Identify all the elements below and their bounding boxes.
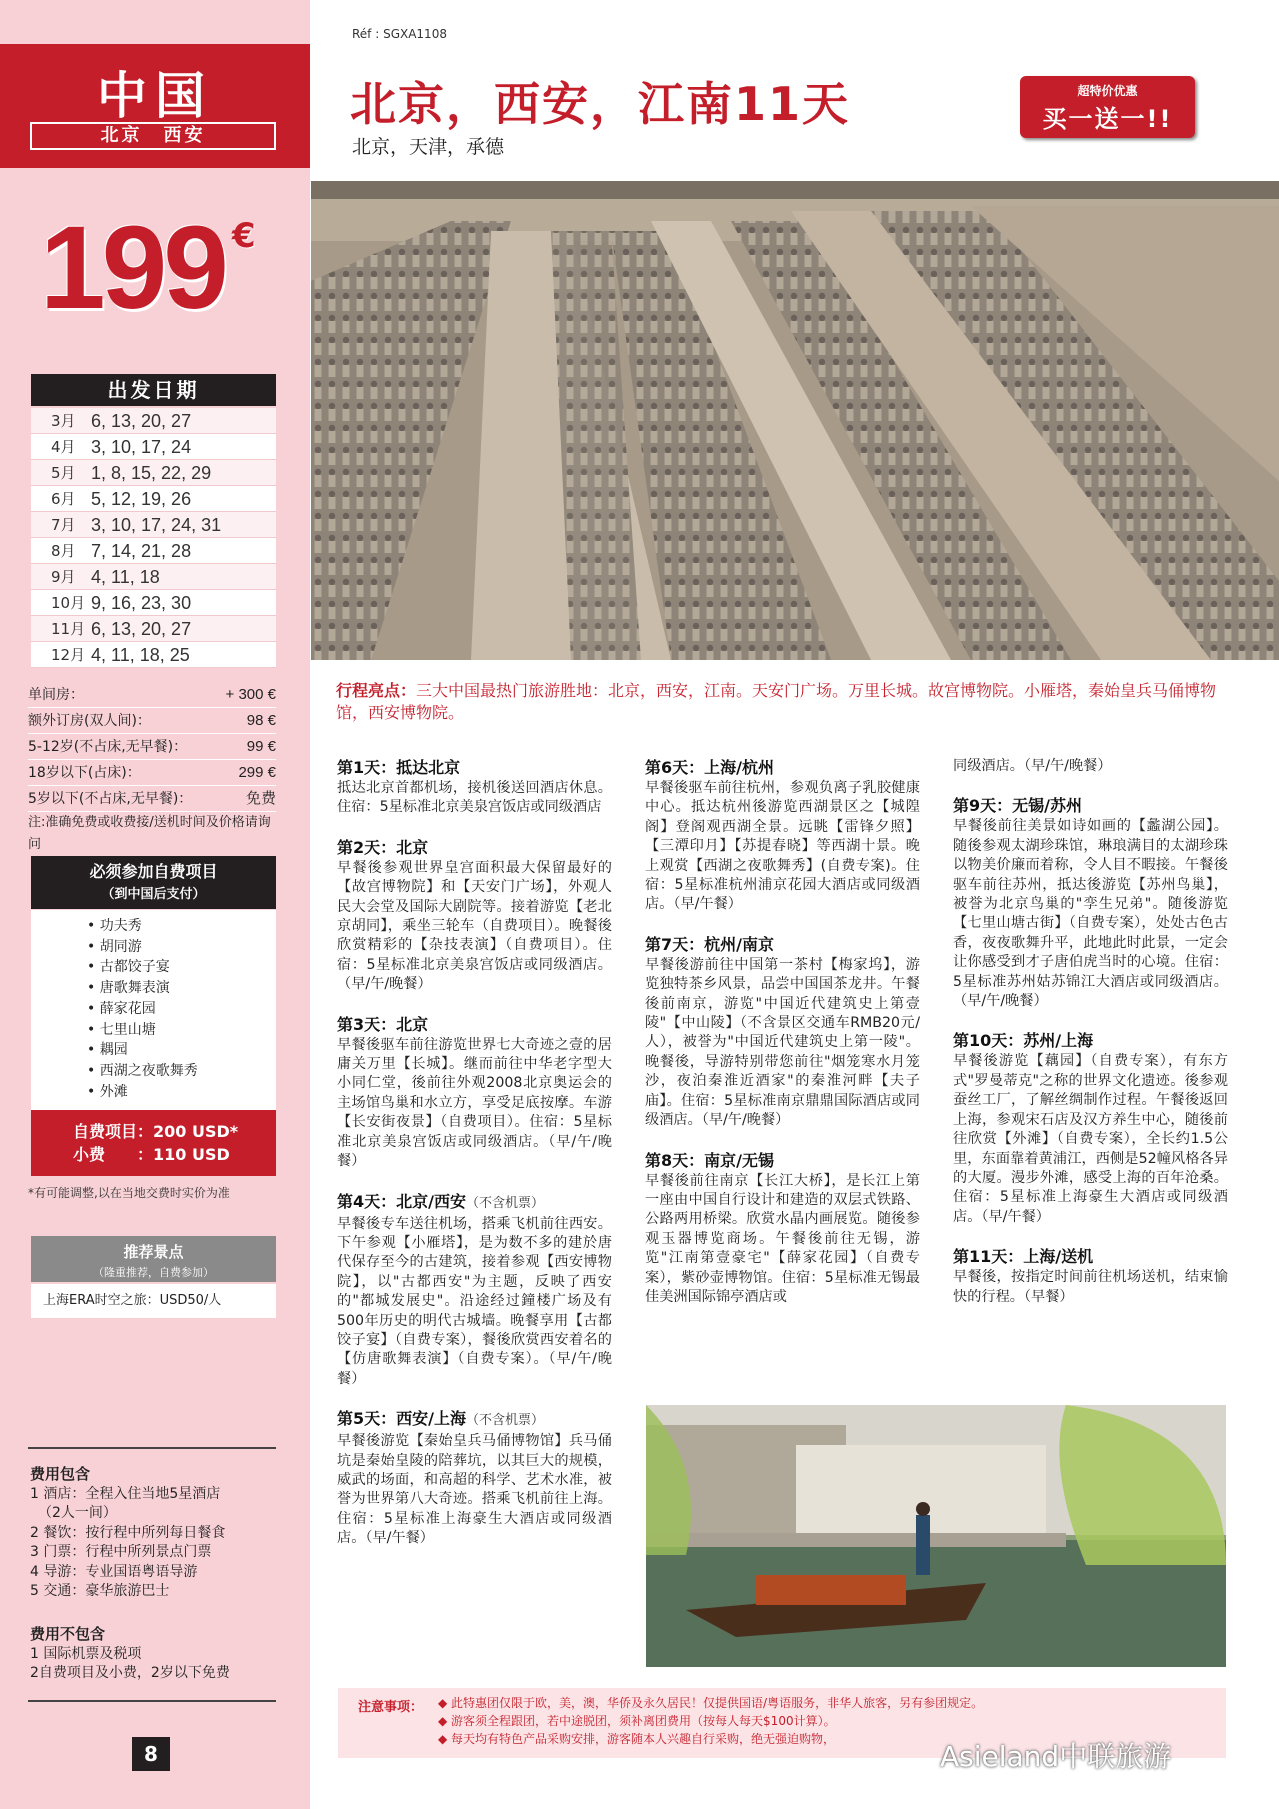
day-title xyxy=(953,1030,1228,1052)
price: 199 xyxy=(40,202,225,334)
country-banner xyxy=(0,44,310,168)
date-month: 5月 xyxy=(51,464,76,482)
price-currency: € xyxy=(232,216,256,256)
optional-items-subtitle: （到中国后支付） xyxy=(101,887,206,902)
itinerary-day xyxy=(337,1191,612,1390)
fee-label: 18岁以下(占床)： xyxy=(28,765,141,781)
day-text: 早餐後游前往中国第一茶村【梅家坞】，游览独特茶乡风景，品尝中国国茶龙井。午餐後前南京，游览"中国近代建筑史上第壹陵"【中山陵】（不含景区交通车RMB20元/人），被誉为"中国近代建筑史上第一陵"。晚餐後，导游特别带您前往"烟笼寒水月笼沙，夜泊秦淮近酒家"的秦淮河畔【夫子庙】。住宿：5星标准南京鼎鼎国际酒店或同级酒店。（早/午/晚餐） xyxy=(645,956,920,1129)
fee-row xyxy=(28,734,276,760)
excludes-item: 2自费项目及小费，2岁以下免费 xyxy=(30,1665,230,1681)
optional-item: • 外滩 xyxy=(87,1082,276,1103)
price-includes xyxy=(30,1465,280,1602)
country-name: 中国 xyxy=(97,67,213,125)
day-title-text: 第5天：西安/上海 xyxy=(337,1409,466,1429)
country-cities: 北京 西安 xyxy=(30,122,276,150)
date-row xyxy=(31,642,276,668)
fee-row xyxy=(28,786,276,812)
includes-item: 4 导游：专业国语粤语导游 xyxy=(30,1563,198,1580)
day-title xyxy=(337,1191,612,1215)
reference-code: Réf : SGXA1108 xyxy=(352,27,447,41)
date-days: 9, 16, 23, 30 xyxy=(91,593,192,613)
notice-line: ◆ 每天均有特色产品采购安排，游客随本人兴趣自行采购，绝无强迫购物， xyxy=(438,1730,983,1748)
optional-item: • 功夫秀 xyxy=(87,916,276,937)
highlight-label: 行程亮点： xyxy=(336,681,417,700)
date-days: 4, 11, 18 xyxy=(91,567,160,587)
day-title xyxy=(953,1246,1228,1268)
notice-lines xyxy=(438,1694,983,1748)
day-title-text: 第4天：北京/西安 xyxy=(337,1191,466,1211)
recommend-subtitle: （隆重推荐，自费参加） xyxy=(93,1266,214,1279)
itinerary-day xyxy=(337,1408,612,1548)
itinerary-column-3 xyxy=(953,757,1228,1326)
itinerary-day xyxy=(337,837,612,995)
day-title xyxy=(645,757,920,779)
optional-item: • 耦园 xyxy=(87,1040,276,1061)
water-town-boat-photo xyxy=(646,1405,1226,1667)
optional-item: • 七里山塘 xyxy=(87,1020,276,1041)
divider xyxy=(28,1447,276,1449)
fee-value: 299 € xyxy=(238,764,276,781)
date-month: 3月 xyxy=(51,412,76,430)
includes-item: 2 餐饮：按行程中所列每日餐食 xyxy=(30,1524,226,1541)
itinerary-day xyxy=(337,1014,612,1172)
date-row xyxy=(31,512,276,538)
excludes-item: 1 国际机票及税项 xyxy=(30,1645,142,1662)
fee-row xyxy=(28,682,276,708)
optional-item: • 胡同游 xyxy=(87,937,276,958)
day-title-text: 第6天：上海/杭州 xyxy=(645,758,774,777)
date-days: 6, 13, 20, 27 xyxy=(91,619,192,639)
date-days: 4, 11, 18, 25 xyxy=(91,645,190,665)
day-title xyxy=(953,795,1228,817)
fee-row xyxy=(28,760,276,786)
optional-item: • 西湖之夜歌舞秀 xyxy=(87,1061,276,1082)
tips-total-line: 小费 ：110 USD xyxy=(73,1145,230,1164)
fee-value: 99 € xyxy=(246,738,276,755)
optional-items-list xyxy=(31,910,276,1110)
itinerary-day xyxy=(645,934,920,1131)
fee-label: 5-12岁(不占床,无早餐)： xyxy=(28,739,188,755)
date-row xyxy=(31,590,276,616)
day-text: 早餐後前往美景如诗如画的【蠡湖公园】。随後参观太湖珍珠馆，琳琅满目的太湖珍珠以物美价廉而着称，令人目不暇接。午餐後驱车前往苏州，抵达後游览【苏州鸟巢】，被誉为北京鸟巢的"孪生兄弟"。随後游览【七里山塘古街】（自费专案），处处古色古香，夜夜歌舞升平，此地此时此景，一定会让你感受到才子唐伯虎当时的心境。住宿：5星标准苏州姑苏锦江大酒店或同级酒店。（早/午/晚餐） xyxy=(953,818,1228,1010)
date-month: 7月 xyxy=(51,516,76,534)
optional-items-heading xyxy=(31,856,276,909)
itinerary-day xyxy=(953,1246,1228,1307)
promo-badge-top: 超特价优惠 xyxy=(1077,84,1138,98)
fee-label: 单间房： xyxy=(28,687,84,703)
fee-note: 注:准确免费或收费接/送机时间及价格请询问 xyxy=(28,815,271,852)
supplement-fees xyxy=(28,682,276,856)
itinerary-day xyxy=(953,1030,1228,1227)
day-title-text: 第10天：苏州/上海 xyxy=(953,1031,1094,1051)
fee-label: 额外订房(双人间)： xyxy=(28,713,151,729)
highlight-text: 三大中国最热门旅游胜地：北京，西安，江南。天安门广场。万里长城。故宫博物院。小雁塔，秦始皇兵马俑博物馆，西安博物院。 xyxy=(336,681,1217,722)
day-title-text: 第1天：抵达北京 xyxy=(337,758,461,777)
fee-label: 5岁以下(不占床,无早餐)： xyxy=(28,791,193,807)
day-title xyxy=(337,757,612,779)
itinerary-day xyxy=(337,757,612,818)
tour-title: 北京，西安，江南11天 xyxy=(350,77,851,131)
departure-dates-table xyxy=(31,408,276,668)
promo-badge-main: 买一送一!! xyxy=(1042,105,1173,133)
itinerary-column-2 xyxy=(645,757,920,1326)
itinerary-day xyxy=(645,1150,920,1308)
day-text: 早餐後参观世界皇宫面积最大保留最好的【故宫博物院】和【天安门广场】，外观人民大会堂及国际大剧院等。接着游览【老北京胡同】，乘坐三轮车（自费项目）。晚餐後欣赏精彩的【杂技表演】（自费项目）。住宿：5星标准北京美泉宫饭店或同级酒店。（早/午/晚餐） xyxy=(337,859,612,993)
date-row xyxy=(31,564,276,590)
watermark: Asieland中联旅游 xyxy=(940,1740,1172,1773)
day-title-text: 第9天：无锡/苏州 xyxy=(953,796,1082,816)
day-title xyxy=(645,1150,920,1172)
day-text: 早餐後专车送往机场，搭乘飞机前往西安。下午参观【小雁塔】，是为数不多的建於唐代保存至今的古建筑，接着参观【西安博物院】，以"古都西安"为主题，反映了西安的"都城发展史"。沿途经过鐘楼广场及有500年历史的明代古城墙。晚餐享用【古都饺子宴】（自费专案），餐後欣赏西安着名的【仿唐歌舞表演】（自费专案）。（早/午/晚餐） xyxy=(337,1215,612,1387)
fee-value: 免费 xyxy=(245,790,276,807)
date-month: 10月 xyxy=(51,594,86,612)
optional-item: • 薛家花园 xyxy=(87,999,276,1020)
date-month: 11月 xyxy=(51,620,86,638)
notice-line: ◆ 此特惠团仅限于欧，美，澳，华侨及永久居民！仅提供国语/粤语服务，非华人旅客，另有参团规定。 xyxy=(438,1694,983,1712)
day-text: 早餐後游览【秦始皇兵马俑博物馆】兵马俑坑是秦始皇陵的陪葬坑，以其巨大的规模，威武的场面，和高超的科学、艺术水准，被誉为世界第八大奇迹。搭乘飞机前往上海。住宿：5星标准上海豪生大酒店或同级酒店。（早/午餐） xyxy=(337,1433,612,1547)
day-title-text: 第3天：北京 xyxy=(337,1014,429,1034)
date-days: 5, 12, 19, 26 xyxy=(91,489,192,509)
day-text: 早餐後游览【藕园】（自费专案），有东方式"罗曼蒂克"之称的世界文化遗迹。後参观蚕丝工厂，了解丝绸制作过程。午餐後返回上海，参观宋石店及汉方养生中心，随後前往欣赏【外滩】（自费专案），全长约1.5公里，东面靠着黄浦江，西侧是52幢风格各异的大厦。漫步外滩，感受上海的百年沧桑。住宿：5星标准上海豪生大酒店或同级酒店。（早/午餐） xyxy=(953,1053,1228,1225)
notice-label: 注意事项： xyxy=(358,1700,424,1715)
optional-note: *有可能调整,以在当地交费时实价为准 xyxy=(28,1186,230,1200)
day-title-text: 第11天：上海/送机 xyxy=(953,1247,1094,1267)
day-title-text: 第8天：南京/无锡 xyxy=(645,1150,774,1170)
day-text: 早餐後前往南京【长江大桥】，是长江上第一座由中国自行设计和建造的双层式铁路、公路两用桥梁。欣赏水晶内画展览。随後参观玉器博览商场。午餐後前往无锡，游览"江南第壹豪宅"【薛家花园】（自费专案），紫砂壶博物馆。住宿：5星标准无锡最佳美洲国际锦亭酒店或 xyxy=(645,1172,920,1305)
date-row xyxy=(31,616,276,642)
day-title xyxy=(337,837,612,859)
day-title-text: 第2天：北京 xyxy=(337,837,429,857)
itinerary-day xyxy=(953,757,1228,776)
page-number: 8 xyxy=(132,1737,170,1771)
date-month: 6月 xyxy=(51,490,76,508)
includes-item: 3 门票：行程中所列景点门票 xyxy=(30,1544,212,1560)
day-text: 早餐後驱车前往杭州，参观负离子乳胶健康中心。抵达杭州後游览西湖景区之【城隍阁】登阁观西湖全景。远眺【雷锋夕照】【三潭印月】【苏提春晓】等西湖十景。晚上观赏【西湖之夜歌舞秀】(自费专案)。住宿：5星标准杭州浦京花园大酒店或同级酒店。（早/午餐） xyxy=(645,780,920,913)
day-text: 同级酒店。（早/午/晚餐） xyxy=(953,758,1112,774)
fee-value: + 300 € xyxy=(225,686,276,703)
itinerary-column-1 xyxy=(337,757,612,1568)
date-row xyxy=(31,460,276,486)
date-month: 12月 xyxy=(51,646,86,664)
date-days: 7, 14, 21, 28 xyxy=(91,541,192,561)
date-days: 3, 10, 17, 24 xyxy=(91,437,192,457)
includes-item: 1 酒店：全程入住当地5星酒店 xyxy=(30,1485,221,1502)
recommend-title: 推荐景点 xyxy=(123,1243,184,1261)
date-row xyxy=(31,538,276,564)
promo-badge xyxy=(1020,76,1195,138)
date-days: 6, 13, 20, 27 xyxy=(91,411,192,431)
recommend-heading xyxy=(31,1236,276,1282)
optional-total-line: 自费项目：200 USD* xyxy=(73,1122,239,1141)
optional-item: • 古都饺子宴 xyxy=(87,957,276,978)
includes-heading: 费用包含 xyxy=(30,1465,91,1483)
notice-line: ◆ 游客须全程跟团，若中途脱团，须补离团费用（按每人每天$100计算）。 xyxy=(438,1712,983,1730)
date-days: 3, 10, 17, 24, 31 xyxy=(91,515,222,535)
date-row xyxy=(31,486,276,512)
day-note: （不含机票） xyxy=(465,1413,544,1429)
day-title-text: 第7天：杭州/南京 xyxy=(645,934,774,954)
fee-value: 98 € xyxy=(246,712,276,729)
date-month: 8月 xyxy=(51,542,76,560)
date-row xyxy=(31,434,276,460)
day-text: 抵达北京首都机场，接机後送回酒店休息。住宿：5星标准北京美泉宫饭店或同级酒店 xyxy=(337,780,612,816)
price-excludes xyxy=(30,1625,280,1684)
date-month: 4月 xyxy=(51,438,76,456)
day-title xyxy=(337,1408,612,1432)
includes-item: （2人一间） xyxy=(38,1505,117,1521)
tour-subtitle: 北京，天津，承德 xyxy=(352,136,505,158)
recommend-item: 上海ERA时空之旅：USD50/人 xyxy=(31,1284,276,1318)
excludes-heading: 费用不包含 xyxy=(30,1625,106,1643)
date-days: 1, 8, 15, 22, 29 xyxy=(91,463,212,483)
date-month: 9月 xyxy=(51,568,76,586)
departure-dates-heading: 出发日期 xyxy=(31,374,276,406)
optional-total xyxy=(31,1110,276,1176)
itinerary-day xyxy=(953,795,1228,1011)
optional-item: • 唐歌舞表演 xyxy=(87,978,276,999)
divider xyxy=(28,1700,276,1702)
includes-item: 5 交通：豪华旅游巴士 xyxy=(30,1583,170,1599)
itinerary-day xyxy=(645,757,920,915)
day-title xyxy=(337,1014,612,1036)
day-note: （不含机票） xyxy=(465,1195,544,1211)
day-text: 早餐後驱车前往游览世界七大奇迹之壹的居庸关万里【长城】。继而前往中华老字型大小同仁堂，後前往外观2008北京奥运会的主场馆鸟巢和水立方，享受足底按摩。车游【长安街夜景】（自费项目）。住宿：5星标准北京美泉宫饭店或同级酒店。（早/午/晚餐） xyxy=(337,1036,612,1170)
day-title xyxy=(645,934,920,956)
optional-items-title: 必须参加自费项目 xyxy=(89,862,218,881)
day-text: 早餐後，按指定时间前往机场送机，结束愉快的行程。（早餐） xyxy=(953,1269,1228,1305)
date-row xyxy=(31,408,276,434)
fee-row xyxy=(28,708,276,734)
terracotta-army-photo xyxy=(311,181,1279,660)
tour-highlights xyxy=(336,680,1226,724)
